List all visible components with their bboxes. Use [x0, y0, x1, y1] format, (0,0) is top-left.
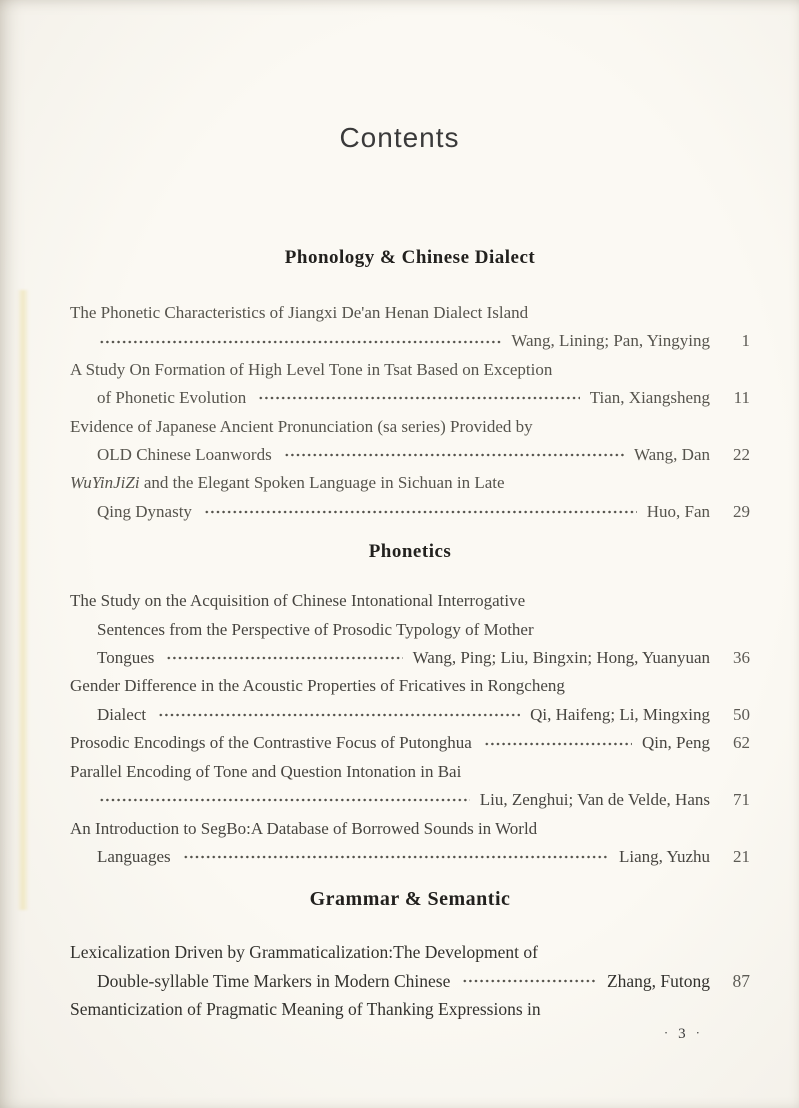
italic-title-word: WuYinJiZi — [70, 473, 140, 493]
entry-title-text: Dialect — [97, 704, 147, 724]
toc-page-number: 22 — [733, 445, 750, 465]
toc-authors: Wang, Lining; Pan, Yingying — [511, 331, 710, 351]
toc-ref-line — [70, 498, 750, 526]
toc-title-line — [70, 356, 750, 384]
toc-authors: Liu, Zenghui; Van de Velde, Hans — [479, 790, 710, 810]
toc-authors: Wang, Ping; Liu, Bingxin; Hong, Yuanyuan — [412, 648, 710, 668]
dotted-leader — [462, 967, 597, 995]
toc-authors: Huo, Fan — [646, 501, 710, 521]
table-of-contents — [70, 247, 750, 1024]
toc-ref-line — [70, 327, 750, 355]
page-number-footer — [659, 1026, 705, 1043]
page-title: Contents — [339, 122, 460, 153]
toc-ref-line — [70, 786, 750, 814]
entry-title-text: OLD Chinese Loanwords — [97, 445, 272, 465]
toc-title-line — [70, 672, 750, 700]
toc-authors: Wang, Dan — [633, 445, 710, 465]
dotted-leader — [158, 701, 520, 729]
toc-page-number: 29 — [733, 501, 750, 521]
entry-title-text: of Phonetic Evolution — [97, 388, 247, 408]
entry-title-text: Tongues — [97, 648, 155, 668]
section-heading: Phonetics — [368, 541, 452, 563]
dotted-leader — [99, 327, 501, 355]
entry-title-text: WuYinJiZi and the Elegant Spoken Language in Sichuan in Late — [70, 473, 505, 493]
entry-title-text: Gender Difference in the Acoustic Properties of Fricatives in Rongcheng — [70, 676, 565, 696]
toc-authors: Qi, Haifeng; Li, Mingxing — [530, 704, 710, 724]
toc-page-number: 62 — [733, 733, 750, 753]
page-crease-shadow — [17, 290, 29, 910]
toc-title-line — [70, 938, 750, 966]
entry-title-text: The Study on the Acquisition of Chinese Intonational Interrogative — [70, 591, 526, 611]
entry-title-text: Double-syllable Time Markers in Modern Chinese — [97, 970, 451, 991]
section-grammar-semantic — [70, 888, 750, 1023]
dotted-leader — [484, 729, 632, 757]
toc-page-number: 11 — [733, 388, 750, 408]
section-heading: Grammar & Semantic — [309, 888, 511, 911]
dotted-leader — [166, 644, 402, 672]
toc-title-line — [70, 815, 750, 843]
dotted-leader — [258, 384, 580, 412]
toc-title-line — [70, 758, 750, 786]
dotted-leader — [284, 441, 624, 469]
entry-title-text: Languages — [97, 846, 171, 866]
toc-ref-line — [70, 384, 750, 412]
entry-title-text: Qing Dynasty — [97, 501, 192, 521]
section-phonetics — [70, 541, 750, 871]
entry-title-text: A Study On Formation of High Level Tone in Tsat Based on Exception — [70, 359, 553, 379]
section-heading: Phonology & Chinese Dialect — [284, 247, 536, 268]
toc-authors: Qin, Peng — [642, 733, 710, 753]
toc-title-line — [70, 587, 750, 615]
toc-authors: Zhang, Futong — [606, 970, 710, 991]
toc-title-line — [70, 616, 750, 644]
entry-title-text: Evidence of Japanese Ancient Pronunciation (sa series) Provided by — [70, 416, 533, 436]
toc-authors: Tian, Xiangsheng — [589, 388, 710, 408]
section-phonology-chinese-dialect — [70, 247, 750, 526]
toc-title-line — [70, 469, 750, 497]
toc-ref-line — [70, 441, 750, 469]
toc-page-number: 1 — [741, 331, 750, 351]
dotted-leader — [183, 843, 609, 871]
toc-title-line — [70, 995, 750, 1023]
toc-page-number: 50 — [733, 704, 750, 724]
toc-ref-line — [70, 967, 750, 995]
entry-title-text: Semanticization of Pragmatic Meaning of Thanking Expressions in — [70, 999, 541, 1020]
toc-page-number: 87 — [732, 970, 750, 991]
dotted-leader — [204, 498, 637, 526]
footer-right-dot: · — [695, 1025, 700, 1040]
toc-ref-line — [70, 729, 750, 757]
toc-ref-line — [70, 701, 750, 729]
entry-title-text: Prosodic Encodings of the Contrastive Focus of Putonghua — [70, 733, 472, 753]
entry-title-text: An Introduction to SegBo:A Database of Borrowed Sounds in World — [70, 818, 538, 838]
toc-page-number: 36 — [733, 648, 750, 668]
entry-title-text: Sentences from the Perspective of Prosodic Typology of Mother — [97, 619, 534, 639]
entry-title-text: Parallel Encoding of Tone and Question Intonation in Bai — [70, 761, 462, 781]
toc-page-number: 71 — [733, 790, 750, 810]
entry-title-text: The Phonetic Characteristics of Jiangxi De'an Henan Dialect Island — [70, 303, 529, 322]
toc-title-line — [70, 299, 750, 327]
footer-left-dot: · — [663, 1025, 669, 1040]
entry-title-text: Lexicalization Driven by Grammaticalization:The Development of — [70, 942, 538, 963]
footer-page-number: 3 — [678, 1026, 686, 1042]
toc-ref-line — [70, 644, 750, 672]
toc-page-number: 21 — [733, 846, 750, 866]
dotted-leader — [99, 786, 470, 814]
toc-ref-line — [70, 843, 750, 871]
toc-title-line — [70, 413, 750, 441]
toc-authors: Liang, Yuzhu — [619, 846, 710, 866]
